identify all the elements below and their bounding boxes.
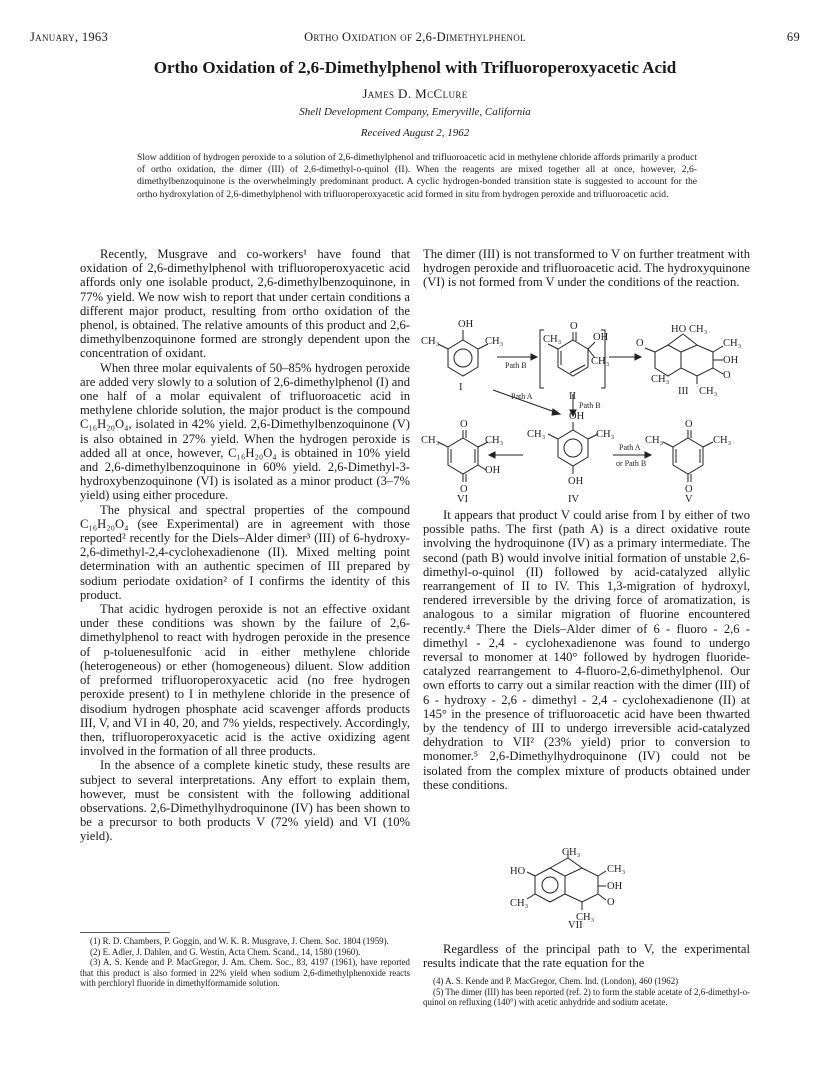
arrow-label: Path B — [579, 401, 601, 410]
compound-vii-structure — [510, 846, 670, 928]
compound-label: VII — [568, 920, 583, 931]
footnote-rule — [80, 932, 170, 933]
group-label: OH — [723, 355, 739, 366]
footnotes-left — [80, 936, 410, 989]
group-label: O — [723, 370, 731, 381]
affiliation: Shell Development Company, Emeryville, California — [299, 106, 531, 118]
right-column-top — [423, 247, 750, 290]
group-label: CH₃ — [421, 336, 440, 347]
footnote: (3) A. S. Kende and P. MacGregor, J. Am. Chem. Soc., 83, 4197 (1961), have reported that this product is also formed in 22% yield when sodium 2,6-dimethylphenoxide reacts with perchloryl fluoride in dimethylformamide solution. — [80, 957, 410, 989]
group-label: OH — [607, 881, 623, 892]
compound-label: II — [569, 391, 576, 402]
group-label: CH₃ — [485, 336, 504, 347]
group-label: CH₃ — [527, 429, 546, 440]
paragraph: The physical and spectral properties of the compound C₁₆H₂₀O₄ (see Experimental) are in agreement with those reported² recently for the Diels–Alder dimer³ (III) of 6-hydroxy-2,6-dimethyl-2,4-cyclohexadienone (II). Mixed melting point determination with an authentic specimen of III prepared by sodium periodate oxidation² of I confirms the identity of this product. — [80, 502, 410, 602]
paragraph: Regardless of the principal path to V, the experimental results indicate that the rate equation for the — [423, 942, 750, 971]
group-label: CH₃ — [689, 324, 708, 335]
group-label: O — [636, 338, 644, 349]
group-label: HO — [510, 866, 526, 877]
group-label: CH₃ — [510, 898, 529, 909]
compound-label: V — [685, 494, 693, 505]
abstract: Slow addition of hydrogen peroxide to a solution of 2,6-dimethylphenol and trifluoroacetic acid in methylene chloride affords primarily a product of ortho oxidation, the dimer (III) of 2,6-dimethyl-o-quinol (II). When the reagents are mixed together all at once, however, 2,6-dimethylbenzoquinone is the overwhelmingly predominant product. A cyclic hydrogen-bonded transition state is suggested to account for the ortho hydroxylation of 2,6-dimethylphenol with trifluoroperoxyacetic acid formed in situ from hydrogen peroxide and trifluoroacetic acid. — [137, 152, 697, 200]
footnote: (4) A. S. Kende and P. MacGregor, Chem. Ind. (London), 460 (1962) — [433, 976, 679, 986]
article-title: Ortho Oxidation of 2,6-Dimethylphenol with Trifluoroperoxyacetic Acid — [153, 58, 677, 77]
group-label: O — [570, 321, 578, 332]
compound-label: I — [459, 382, 463, 393]
running-header — [30, 30, 800, 46]
reaction-scheme — [423, 310, 753, 496]
arrow-label: Path A — [511, 392, 533, 401]
group-label: CH₃ — [591, 356, 610, 367]
right-column-middle — [423, 508, 750, 792]
group-label: O — [685, 484, 693, 495]
group-label: CH₃ — [723, 338, 742, 349]
page-number: 69 — [786, 30, 800, 44]
group-label: OH — [485, 465, 501, 476]
compound-label: VI — [457, 494, 469, 505]
paragraph: Recently, Musgrave and co-workers¹ have found that oxidation of 2,6-dimethylphenol with trifluoroperoxyacetic acid affords only one isolable product, 2,6-dimethylbenzoquinone, in 77% yield. We now wish to report that under certain conditions a different major product, resulting from ortho oxidation of the phenol, is obtained. The relative amounts of this product and 2,6-dimethylbenzoquinone formed are strongly dependent upon the concentration of oxidant. — [80, 247, 410, 361]
arrow-label: Path B — [505, 361, 527, 370]
group-label: CH₃ — [651, 374, 670, 385]
compound-label: IV — [568, 494, 580, 505]
group-label: CH₃ — [645, 435, 664, 446]
footnote: (5) The dimer (III) has been reported (ref. 2) to form the stable acetate of 2,6-dimethyl-o-quinol on refluxing (140°) with acetic anhydride and sodium acetate. — [423, 986, 750, 1008]
group-label: HO — [671, 324, 687, 335]
header-running-title: Ortho Oxidation of 2,6-Dimethylphenol — [304, 30, 526, 44]
group-label: CH₃ — [421, 435, 440, 446]
right-column-bottom — [423, 942, 750, 970]
group-label: O — [685, 419, 693, 430]
group-label: OH — [569, 411, 585, 422]
header-date: January, 1963 — [30, 30, 109, 44]
left-column — [80, 247, 410, 844]
paragraph: It appears that product V could arise from I by either of two possible paths. The first (path A) is a direct oxidative route involving the hydroquinone (IV) as a primary intermediate. The second (path B) would involve initial formation of unstable 2,6-dimethyl-o-quinol (II) followed by acid-catalyzed allylic rearrangement of II to IV. This 1,3-migration of hydroxyl, rendered irreversible by the driving force of aromatization, is analogous to a similar migration of fluorine encountered recently.⁴ There the Diels–Alder dimer of 6 - fluoro - 2,6 - dimethyl - 2,4 - cyclohexadienone was found to undergo reversal to monomer at 140° followed by hydrogen fluoride-catalyzed rearrangement to 4-fluoro-2,6-dimethylphenol. Our own efforts to carry out a similar reaction with the dimer (III) of 6 - hydroxy - 2,6 - dimethyl - 2,4 - cyclohexadienone (II) at 145° in the presence of trifluoroacetic acid have been thwarted by the tendency of III to undergo irreversible acid-catalyzed dehydration to VII² (23% yield) prior to conversion to monomer.⁵ 2,6-Dimethylhydroquinone (IV) could not be isolated from the complex mixture of products obtained under these conditions. — [423, 508, 750, 792]
group-label: O — [460, 484, 468, 495]
group-label: OH — [458, 319, 474, 330]
footnote: (1) R. D. Chambers, P. Goggin, and W. K. R. Musgrave, J. Chem. Soc. 1804 (1959). — [90, 936, 389, 946]
group-label: O — [607, 897, 615, 908]
paragraph: When three molar equivalents of 50–85% hydrogen peroxide are added very slowly to a solution of 2,6-dimethylphenol (I) and one half of a molar equivalent of trifluoroacetic acid in methylene chloride solution, the major product is the compound C₁₆H₂₀O₄, isolated in 42% yield. 2,6-Dimethylbenzoquinone (V) is also obtained in 27% yield. When the hydrogen peroxide is added all at once, however, C₁₆H₂₀O₄ is obtained in 10% yield and 2,6-dimethylbenzoquinone in 60% yield. 2,6-Dimethyl-3-hydroxybenzoquinone (VI) is isolated as a minor product (3–7% yield) using either procedure. — [80, 360, 410, 503]
group-label: OH — [593, 332, 609, 343]
footnote: (2) E. Adler, J. Dahlen, and G. Westin, Acta Chem. Scand., 14, 1580 (1960). — [90, 946, 361, 957]
received-date: Received August 2, 1962 — [360, 127, 470, 139]
paragraph: That acidic hydrogen peroxide is not an effective oxidant under these conditions was shown by the failure of 2,6-dimethylphenol to react with hydrogen peroxide in the presence of p-toluenesulfonic acid in either methylene chloride (heterogeneous) or ether (homogeneous) diluent. Slow addition of preformed trifluoroperoxyacetic acid (no free hydrogen peroxide present) to I in methylene chloride in the presence of disodium hydrogen phosphate acid scavenger affords products III, V, and VI in 40, 20, and 7% yields, respectively. Accordingly, then, trifluoroperoxyacetic acid is the active oxidizing agent involved in the formation of all three products. — [80, 602, 410, 759]
compound-label: III — [678, 386, 689, 397]
group-label: CH₃ — [543, 334, 562, 345]
arrow-label: Path A — [619, 443, 641, 452]
group-label: CH₃ — [596, 429, 615, 440]
author: James D. McClure — [362, 86, 468, 101]
paragraph: In the absence of a complete kinetic study, these results are subject to several interpretations. Any effort to explain them, however, must be consistent with the following additional observations. 2,6-Dimethylhydroquinone (IV) has been shown to be a precursor to both products V (72% yield) and VI (10% yield). — [80, 758, 410, 844]
group-label: CH₃ — [699, 386, 718, 397]
group-label: O — [460, 419, 468, 430]
group-label: OH — [568, 476, 584, 487]
group-label: CH₃ — [607, 864, 626, 875]
group-label: CH₃ — [713, 435, 732, 446]
arrow-label: or Path B — [616, 459, 647, 468]
group-label: CH₃ — [576, 912, 595, 923]
group-label: CH₃ — [562, 847, 581, 858]
footnotes-right — [423, 976, 750, 1008]
paragraph: The dimer (III) is not transformed to V on further treatment with hydrogen peroxide and trifluoroacetic acid. The hydroxyquinone (VI) is not formed from V under the conditions of the reaction. — [423, 247, 750, 290]
group-label: CH₃ — [485, 435, 504, 446]
